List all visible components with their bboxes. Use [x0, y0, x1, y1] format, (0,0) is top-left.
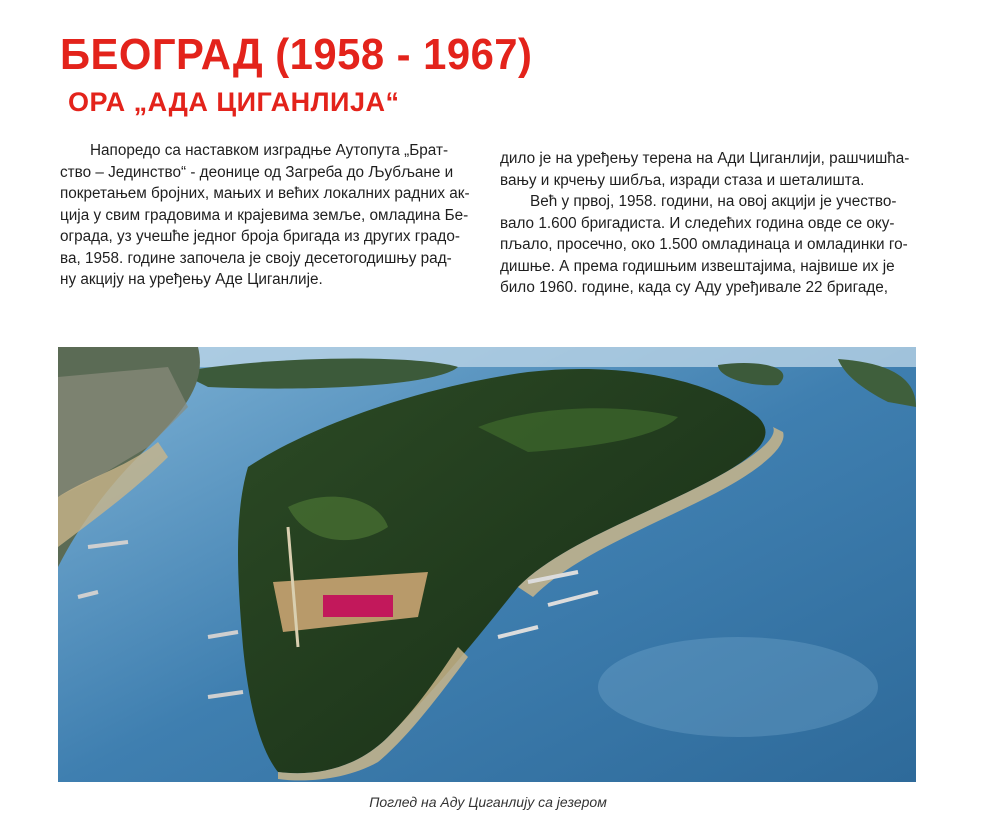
water-reflection [598, 637, 878, 737]
text-line: било 1960. године, када су Аду уређивале 22 бригаде, [500, 279, 889, 296]
text-line: Напоредо са наставком изградње Аутопута „Брат- [90, 142, 449, 159]
text-line: ство – Јединство“ - деонице од Загреба до Љубљане и [60, 163, 454, 181]
page-title: БЕОГРАД (1958 - 1967) [60, 30, 533, 79]
text-column-right [500, 148, 965, 299]
text-line: ну акцију на уређењу Аде Циганлије. [60, 271, 323, 288]
text-column-left [60, 140, 480, 291]
text-line: ва, 1958. године започела је своју десетогодишњу рад- [60, 249, 452, 267]
text-line: пљало, просечно, око 1.500 омладинаца и омладинки го- [500, 236, 908, 253]
text-line: дишње. А према годишњим извештајима, највише их је [500, 257, 895, 275]
text-line: вању и крчењу шибља, изради стаза и шеталишта. [500, 171, 865, 189]
aerial-photo-illustration [58, 347, 916, 782]
page-subtitle: ОРА „АДА ЦИГАНЛИЈА“ [68, 87, 400, 117]
sports-pitch [323, 595, 393, 617]
text-line: ција у свим градовима и крајевима земље, омладина Бе- [60, 206, 469, 224]
photo-caption: Поглед на Аду Циганлију са језером [369, 794, 607, 810]
text-line: Већ у првој, 1958. години, на овој акцији је учество- [530, 193, 897, 210]
text-line: дило је на уређењу терена на Ади Циганлији, рашчишћа- [500, 150, 910, 167]
text-line: покретањем бројних, мањих и већих локалних радних ак- [60, 185, 470, 202]
aerial-photo [58, 347, 916, 782]
text-line: вало 1.600 бригадиста. И следећих година овде се оку- [500, 214, 895, 232]
text-line: ограда, уз учешће једног броја бригада из других градо- [60, 228, 460, 245]
